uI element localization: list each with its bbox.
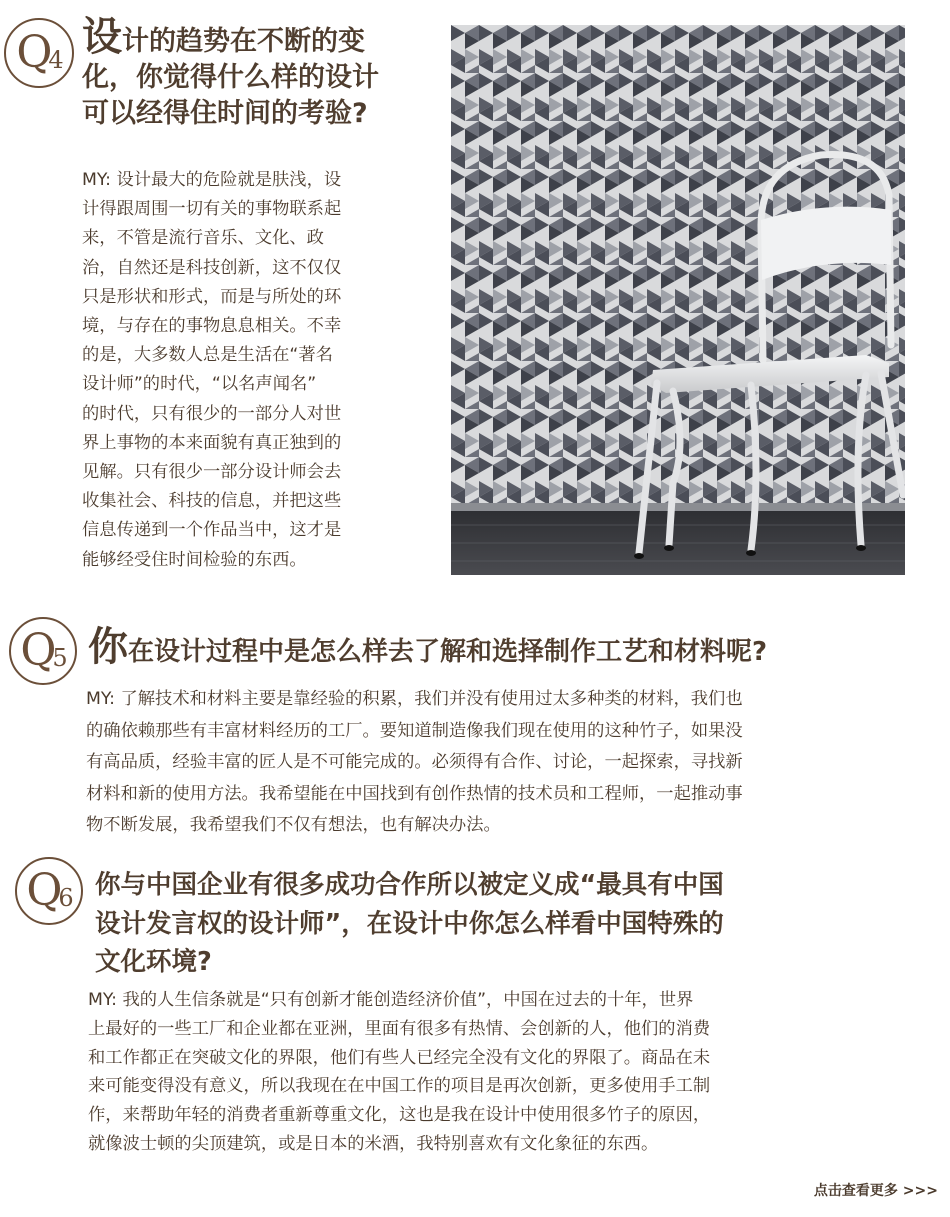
q4-answer-line: 计得跟周围一切有关的事物联系起: [82, 199, 342, 220]
q6-answer-line: 作，来帮助年轻的消费者重新尊重文化，这也是我在设计中使用很多竹子的原因，: [88, 1105, 711, 1126]
q6-answer-line: MY: 我的人生信条就是“只有创新才能创造经济价值”，中国在过去的十年，世界: [88, 990, 694, 1010]
q4-badge: [4, 18, 74, 88]
q4-answer-line: MY: 设计最大的危险就是肤浅，设: [82, 170, 342, 190]
q4-answer-line: 来，不管是流行音乐、文化、政: [82, 228, 324, 249]
q4-answer-line: 信息传递到一个作品当中，这才是: [82, 520, 342, 541]
q5-answer: [86, 684, 743, 842]
q5-badge-letter: Q: [20, 625, 55, 676]
q6-badge-letter: Q: [26, 865, 61, 916]
q5-answer-line: 的确依赖那些有丰富材料经历的工厂。要知道制造像我们现在使用的这种竹子，如果没: [86, 720, 743, 741]
q5-badge: [9, 617, 77, 685]
q6-title-line: 设计发言权的设计师”，在设计中你怎么样看中国特殊的: [95, 908, 724, 939]
q4-badge-number: 4: [48, 46, 62, 74]
chair-photo: [451, 25, 905, 575]
q4-answer-line: 设计师”的时代，“以名声闻名”: [82, 374, 317, 395]
q4-title-initial: 设: [82, 14, 122, 60]
q6-answer: [88, 986, 710, 1159]
q4-question: [82, 16, 379, 135]
q6-title-line: 文化环境?: [95, 947, 212, 977]
q4-answer: [82, 166, 341, 575]
q4-title-line: 可以经得住时间的考验?: [82, 98, 368, 129]
q6-badge: [15, 857, 83, 925]
q6-answer-line: 上最好的一些工厂和企业都在亚洲，里面有很多有热情、会创新的人，他们的消费: [88, 1018, 711, 1039]
q4-answer-line: 见解。只有很少一部分设计师会去: [82, 462, 342, 483]
q4-answer-line: 收集社会、科技的信息，并把这些: [82, 491, 342, 512]
q4-answer-line: 境，与存在的事物息息相关。不幸: [82, 316, 342, 337]
q4-badge-letter: Q: [16, 27, 51, 78]
see-more-link[interactable]: 点击查看更多 >>>: [813, 1183, 938, 1199]
q5-title-initial: 你: [88, 624, 128, 670]
q5-answer-line: 物不断发展，我希望我们不仅有想法，也有解决办法。: [86, 815, 501, 836]
q6-question: [95, 866, 724, 982]
q6-answer-line: 和工作都正在突破文化的界限，他们有些人已经完全没有文化的界限了。商品在未: [88, 1047, 711, 1068]
q6-badge-number: 6: [58, 884, 72, 912]
q5-title-rest: 在设计过程中是怎么样去了解和选择制作工艺和材料呢?: [128, 637, 768, 667]
q4-answer-line: 只是形状和形式，而是与所处的环: [82, 286, 342, 307]
q6-answer-line: 就像波士顿的尖顶建筑，或是日本的米酒，我特别喜欢有文化象征的东西。: [88, 1133, 659, 1154]
q4-title-line: 计的趋势在不断的变: [122, 26, 365, 57]
q4-answer-line: 的是，大多数人总是生活在“著名: [82, 345, 333, 366]
q5-badge-number: 5: [52, 644, 66, 672]
q4-answer-line: 能够经受住时间检验的东西。: [82, 549, 307, 570]
q4-title-line: 化，你觉得什么样的设计: [82, 62, 379, 93]
q5-answer-line: MY: 了解技术和材料主要是靠经验的积累，我们并没有使用过太多种类的材料，我们也: [86, 689, 743, 709]
q6-answer-line: 来可能变得没有意义，所以我现在在中国工作的项目是再次创新，更多使用手工制: [88, 1076, 711, 1097]
q5-answer-line: 有高品质，经验丰富的匠人是不可能完成的。必须得有合作、讨论，一起探索，寻找新: [86, 752, 743, 773]
q4-answer-line: 界上事物的本来面貌有真正独到的: [82, 432, 342, 453]
q5-answer-line: 材料和新的使用方法。我希望能在中国找到有创作热情的技术员和工程师，一起推动事: [86, 783, 743, 804]
q4-answer-line: 治，自然还是科技创新，这不仅仅: [82, 257, 342, 278]
q4-answer-line: 的时代，只有很少的一部分人对世: [82, 403, 342, 424]
q5-question: [88, 622, 767, 677]
q6-title-line: 你与中国企业有很多成功合作所以被定义成“最具有中国: [95, 870, 724, 900]
